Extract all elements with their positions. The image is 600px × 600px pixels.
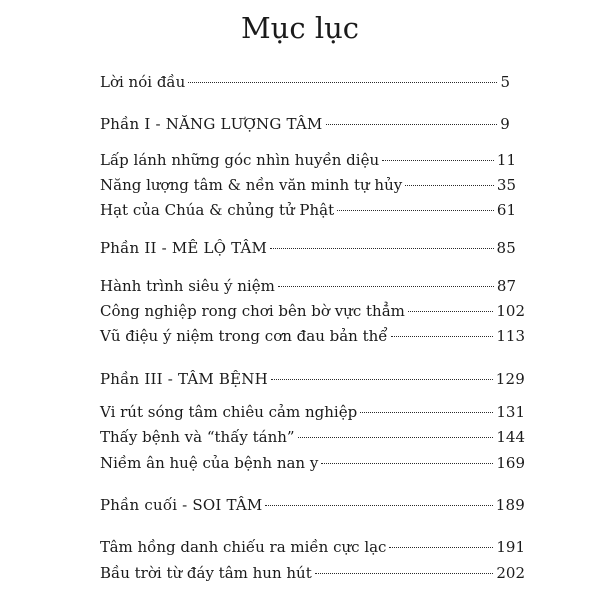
toc-section-page: 189	[495, 496, 525, 514]
toc-entry	[100, 402, 525, 424]
toc-entry	[100, 453, 525, 475]
toc-entry	[100, 427, 525, 449]
toc-entry-page: 113	[496, 327, 525, 345]
toc-section-page: 9	[500, 115, 510, 133]
toc-entry	[100, 72, 510, 94]
toc-section-label: Phần II - MÊ LỘ TÂM	[100, 239, 268, 257]
toc-entry-page: 131	[496, 403, 525, 421]
toc-section-label: Phần cuối - SOI TÂM	[100, 496, 263, 514]
dot-leader	[326, 124, 498, 125]
toc-entry	[100, 537, 525, 559]
dot-leader	[270, 248, 493, 249]
toc-entry-label: Công nghiệp rong chơi bên bờ vực thẳm	[100, 302, 405, 320]
toc-entry-page: 144	[496, 428, 525, 446]
toc-entry-label: Vũ điệu ý niệm trong cơn đau bản thể	[100, 327, 388, 345]
toc-entry-label: Vi rút sóng tâm chiêu cảm nghiệp	[100, 403, 358, 421]
toc-entry-page: 87	[496, 277, 516, 295]
toc-entry	[100, 150, 516, 172]
toc-entry-page: 61	[496, 201, 516, 219]
dot-leader	[408, 311, 493, 312]
toc-entry	[100, 563, 525, 585]
dot-leader	[382, 160, 494, 161]
toc-entry-page: 11	[496, 151, 516, 169]
page-title: Mục lục	[240, 11, 360, 45]
toc-entry-page: 5	[500, 73, 510, 91]
toc-entry-label: Thấy bệnh và “thấy tánh”	[100, 428, 295, 446]
toc-entry-label: Lấp lánh những góc nhìn huyền diệu	[100, 151, 380, 169]
dot-leader	[278, 286, 494, 287]
toc-section-page: 129	[495, 370, 525, 388]
toc-entry-page: 35	[496, 176, 516, 194]
toc-entry	[100, 276, 516, 298]
dot-leader	[315, 573, 494, 574]
toc-entry-label: Niềm ân huệ của bệnh nan y	[100, 454, 319, 472]
toc-entry	[100, 200, 516, 222]
dot-leader	[321, 463, 493, 464]
toc-section	[100, 238, 516, 260]
toc-entry	[100, 326, 525, 348]
toc-entry-label: Tâm hồng danh chiếu ra miền cực lạc	[100, 538, 387, 556]
toc-entry-label: Lời nói đầu	[100, 73, 186, 91]
toc-section	[100, 369, 525, 391]
dot-leader	[298, 437, 494, 438]
toc-entry-page: 202	[496, 564, 525, 582]
toc-section-page: 85	[496, 239, 516, 257]
toc-entry-label: Bầu trời từ đáy tâm hun hút	[100, 564, 312, 582]
toc-entry-page: 169	[496, 454, 525, 472]
toc-entry-label: Hành trình siêu ý niệm	[100, 277, 275, 295]
dot-leader	[389, 547, 493, 548]
dot-leader	[188, 82, 497, 83]
toc-entry	[100, 301, 525, 323]
dot-leader	[271, 379, 493, 380]
toc-section-label: Phần III - TÂM BỆNH	[100, 370, 268, 388]
toc-section	[100, 114, 510, 136]
dot-leader	[405, 185, 494, 186]
dot-leader	[360, 412, 493, 413]
toc-section	[100, 495, 525, 517]
toc-entry-label: Năng lượng tâm & nền văn minh tự hủy	[100, 176, 403, 194]
toc-entry-page: 191	[496, 538, 525, 556]
dot-leader	[265, 505, 492, 506]
dot-leader	[337, 210, 494, 211]
toc-entry-page: 102	[496, 302, 525, 320]
dot-leader	[391, 336, 494, 337]
toc-section-label: Phần I - NĂNG LƯỢNG TÂM	[100, 115, 323, 133]
toc-entry	[100, 175, 516, 197]
toc-entry-label: Hạt của Chúa & chủng tử Phật	[100, 201, 335, 219]
